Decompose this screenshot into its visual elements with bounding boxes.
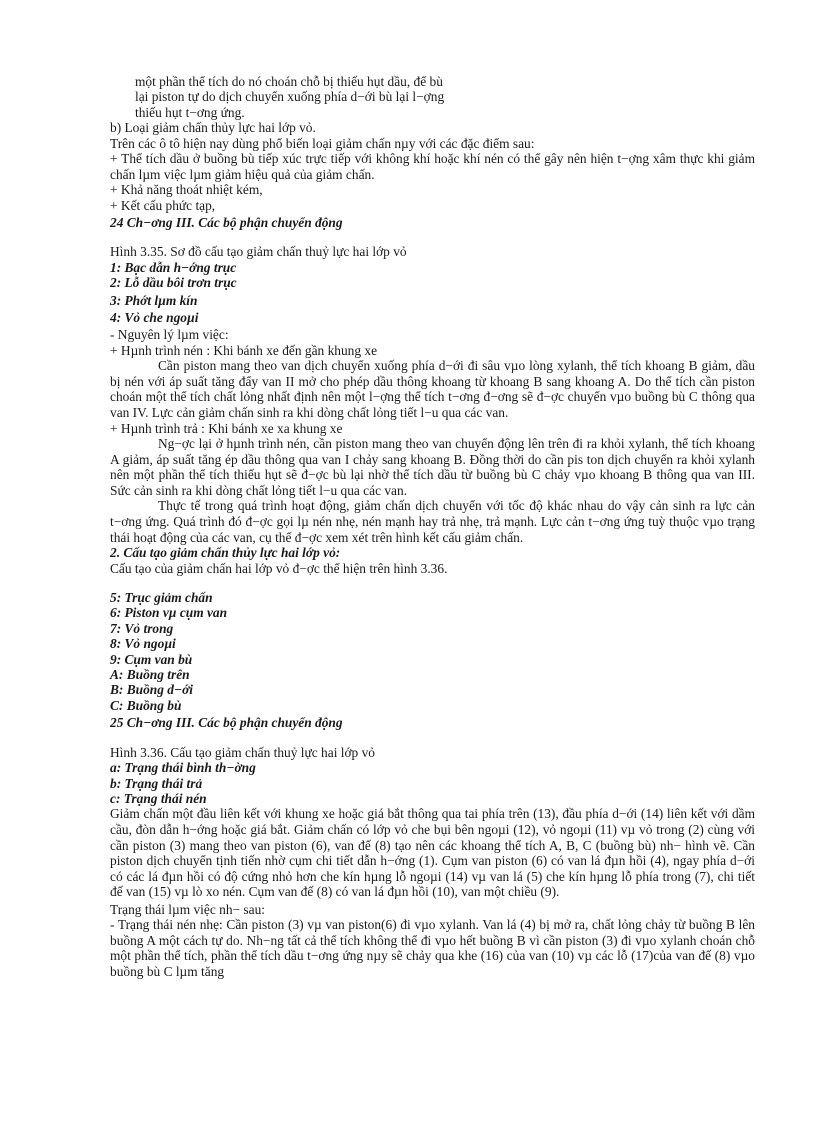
principle-heading: - Nguyên lý lµm việc:	[110, 327, 229, 343]
chapter-header-text: 24 Ch−ơng III. Các bộ phận chuyển động	[110, 215, 343, 231]
figure-336-parts	[110, 590, 755, 713]
chapter-header	[110, 715, 755, 730]
figure-caption: Hình 3.36. Cấu tạo giảm chấn thuỷ lực hai lớp vỏ	[110, 744, 375, 760]
figure-part-label: 5: Trục giảm chấn	[110, 590, 213, 606]
figure-part-label: B: Buồng d−ới	[110, 682, 194, 698]
rebound-paragraph: Ng−ợc lại ở hµnh trình nén, cần piston mang theo van chuyển động lên trên đi ra khỏi xylanh, thể tích khoang A giảm, áp suất tăng ép dầu thông qua van I chảy sang khoang B. Đồng thời do cần pis ton dịch chuyển ra khỏi xylanh nên một phần thể tích thiếu hụt sẽ đ−ợc bù lại nhờ thể tích dầu từ buồng bù C chảy vµo khoang B thông qua van III. Sức cản sinh ra khi dòng chất lỏng tiết l−u qua các van.	[110, 436, 755, 498]
reality-paragraph: Thực tế trong quá trình hoạt động, giảm chấn dịch chuyển với tốc độ khác nhau do vậy cản sinh ra lực cản t−ơng ứng. Quá trình đó đ−ợc gọi lµ nén nhẹ, nén mạnh hay trả nhẹ, trả mạnh. Lực cản t−ơng ứng tuỳ thuộc vµo trạng thái hoạt động của các van, cụ thể đ−ợc xem xét trên hình kết cấu giảm chấn.	[110, 498, 755, 545]
intro-block	[110, 74, 755, 120]
figure-part-label: C: Buồng bù	[110, 697, 182, 713]
working-heading: Trạng thái lµm việc nh− sau:	[110, 901, 265, 917]
figure-part-label: A: Buồng trên	[110, 667, 190, 683]
chapter-header	[110, 215, 755, 230]
figure-part-label: 1: Bạc dẫn h−ớng trục	[110, 259, 237, 275]
figure-part-label: 3: Phớt lµm kín	[110, 292, 198, 308]
description-paragraph: Giảm chấn một đầu liên kết với khung xe hoặc giá bắt thông qua tai phía trên (13), đầu phía d−ới (14) liên kết với dầm cầu, đòn dẫn h−ớng hoặc giá bắt. Giảm chấn có lớp vỏ che bụi bên ngoµi (12), vỏ ngoµi (11) vµ vỏ trong (2) cùng với cần piston (3) mang theo van piston (6), van đế (8) tạo nên các khoang thể tích A, B, C (buồng bù) nh− hình vẽ. Cần piston dịch chuyển tịnh tiến nhờ cụm chi tiết dẫn h−ớng (1). Cụm van piston (6) có van lá đµn hồi (4), ngay phía d−ới có các lá đµn hồi có độ cứng nhỏ hơn che kín hµng lỗ ngoµi (14) vµ van lá (5) che kín hµng lỗ phía trong (7), chi tiết đế van (15) vµ lò xo nén. Cụm van đế (8) có van lá đµn hồi (10), van một chiều (9).	[110, 806, 755, 900]
figure-part-label: 7: Vỏ trong	[110, 620, 174, 636]
structure-heading: 2. Cấu tạo giảm chấn thủy lực hai lớp vỏ:	[110, 545, 341, 561]
text-line: lại piston tự do dịch chuyển xuống phía d−ới bù lại l−ợng	[135, 89, 445, 105]
figure-caption: Hình 3.35. Sơ đồ cấu tạo giảm chấn thuỷ lực hai lớp vỏ	[110, 244, 407, 260]
figure-part-label: 9: Cụm van bù	[110, 651, 193, 667]
section-b-paragraph: Trên các ô tô hiện nay dùng phổ biến loại giảm chấn nµy với các đặc điểm sau:	[110, 135, 535, 151]
text-line: thiếu hụt t−ơng ứng.	[135, 104, 245, 120]
compression-heading: + Hµnh trình nén : Khi bánh xe đến gần khung xe	[110, 342, 378, 358]
figure-state-label: a: Trạng thái bình th−ờng	[110, 760, 256, 776]
feature-item: + Thể tích dầu ở buồng bù tiếp xúc trực tiếp với không khí hoặc khí nén có thể gây nên hiện t−ợng xâm thực khi giảm chấn lµm việc lµm giảm hiệu quả của giảm chấn.	[110, 151, 755, 182]
figure-part-label: 4: Vỏ che ngoµi	[110, 310, 199, 326]
figure-part-label: 8: Vỏ ngoµi	[110, 636, 176, 652]
figure-state-label: b: Trạng thái trả	[110, 775, 203, 791]
compression-paragraph: Cần piston mang theo van dịch chuyển xuống phía d−ới đi sâu vµo lòng xylanh, thể tích khoang B giảm, dầu bị nén với áp suất tăng đẩy van II mở cho phép dầu thông khoang từ khoang B sang khoang A. Do thể tích cần piston choán một thể tích chất lỏng nhất định nên một l−ợng thể tích t−ơng đ−ơng sẽ đ−ợc chuyển vµo buồng bù C thông qua van IV. Lực cản giảm chấn sinh ra khi dòng chất lỏng tiết l−u qua các van.	[110, 358, 755, 421]
working-paragraph: - Trạng thái nén nhẹ: Cần piston (3) vµ van piston(6) đi vµo xylanh. Van lá (4) bị mở ra, chất lỏng chảy từ buồng B lên buồng A một cách tự do. Nh−ng tất cả thể tích không thể đi vµo hết buồng B vì cần piston (3) đi vµo xylanh choán chỗ một phần thể tích, phần thể tích dầu t−ơng ứng nµy sẽ chảy qua khe (16) của van (10) vµ các lỗ (17)của van đế (8) vµo buồng bù C lµm tăng	[110, 917, 755, 980]
structure-paragraph: Cấu tạo của giảm chấn hai lớp vỏ đ−ợc thể hiện trên hình 3.36.	[110, 560, 448, 576]
figure-part-label: 6: Piston vµ cụm van	[110, 605, 228, 621]
rebound-heading: + Hµnh trình trả : Khi bánh xe xa khung xe	[110, 420, 343, 436]
feature-item: + Khả năng thoát nhiệt kém,	[110, 182, 263, 198]
document-page	[110, 74, 755, 980]
figure-state-label: c: Trạng thái nén	[110, 790, 207, 806]
figure-part-label: 2: Lỗ dầu bôi trơn trục	[110, 275, 237, 291]
section-b-heading: b) Loại giảm chấn thủy lực hai lớp vỏ.	[110, 120, 316, 136]
feature-item: + Kết cấu phức tạp,	[110, 197, 216, 213]
text-line: một phần thể tích do nó choán chỗ bị thiếu hụt dầu, để bù	[135, 74, 443, 89]
chapter-header-text: 25 Ch−ơng III. Các bộ phận chuyển động	[110, 715, 343, 731]
